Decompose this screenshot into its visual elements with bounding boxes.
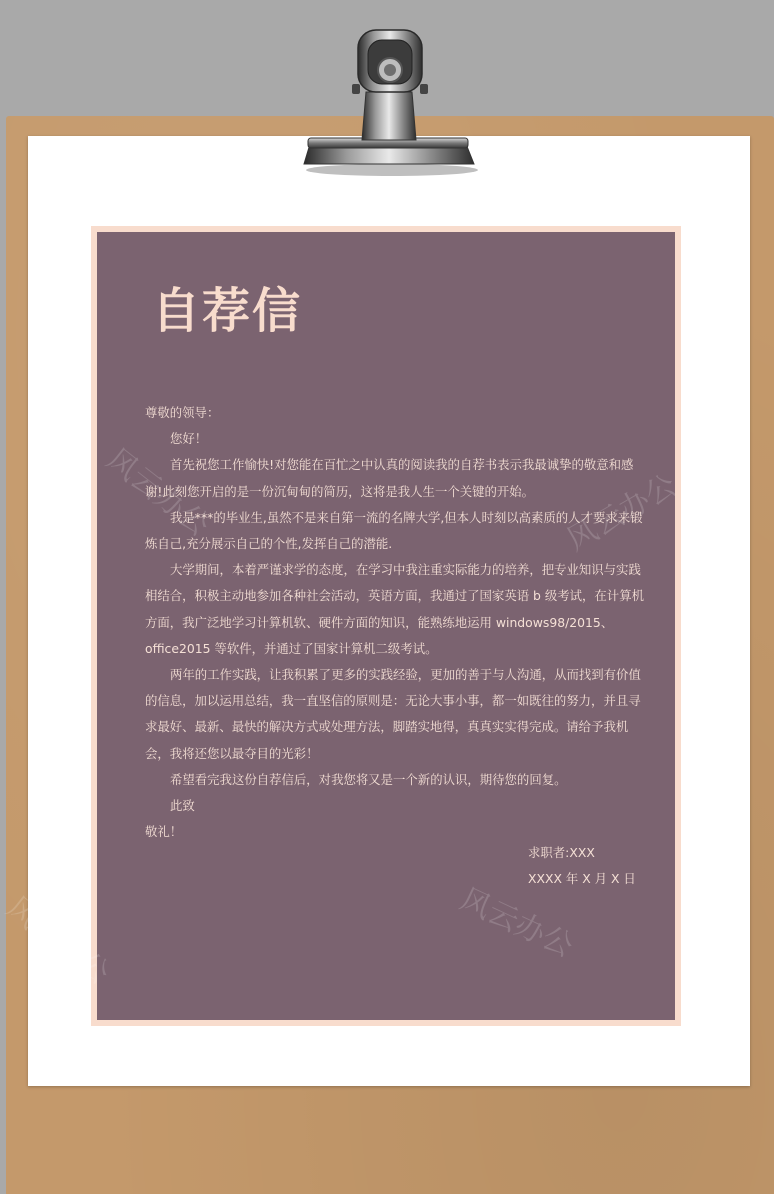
closing-regards: 敬礼！ xyxy=(145,824,183,840)
paragraph: 我是***的毕业生,虽然不是来自第一流的名牌大学,但本人时刻以高素质的人才要求来锻炼自己,充分展示自己的个性,发挥自己的潜能. xyxy=(145,509,643,552)
paragraph: 大学期间，本着严谨求学的态度，在学习中我注重实际能力的培养，把专业知识与实践相结合，积极主动地参加各种社会活动，英语方面，我通过了国家英语 b 级考试，在计算机方面，我广泛地学习计算机软、硬件方面的知识，能熟练地运用 windows98/2015、office2015 等软件，并通过了国家计算机二级考试。 xyxy=(145,562,644,656)
salutation: 尊敬的领导： xyxy=(145,405,220,420)
binder-clip-icon xyxy=(296,22,480,182)
letter-body xyxy=(145,400,645,845)
paragraph: 希望看完我这份自荐信后，对我您将又是一个新的认识，期待您的回复。 xyxy=(170,771,567,787)
paragraph: 首先祝您工作愉快!对您能在百忙之中认真的阅读我的自荐书表示我最诚挚的敬意和感谢!此刻您开启的是一份沉甸甸的简历，这将是我人生一个关键的开始。 xyxy=(145,457,634,499)
greeting: 您好！ xyxy=(170,431,208,447)
closing-line: 此致 xyxy=(170,798,195,814)
signature-block xyxy=(528,840,636,892)
signer-name: 求职者:XXX xyxy=(528,845,595,860)
paragraph: 两年的工作实践，让我积累了更多的实践经验，更加的善于与人沟通，从而找到有价值的信息，加以运用总结，我一直坚信的原则是：无论大事小事，都一如既往的努力，并且寻求最好、最新、最快的解决方式或处理方法，脚踏实地得，真真实实得完成。请给予我机会，我将还您以最夺目的光彩！ xyxy=(145,667,641,761)
letter-date: XXXX 年 X 月 X 日 xyxy=(528,871,636,887)
page-title: 自荐信 xyxy=(152,283,303,339)
